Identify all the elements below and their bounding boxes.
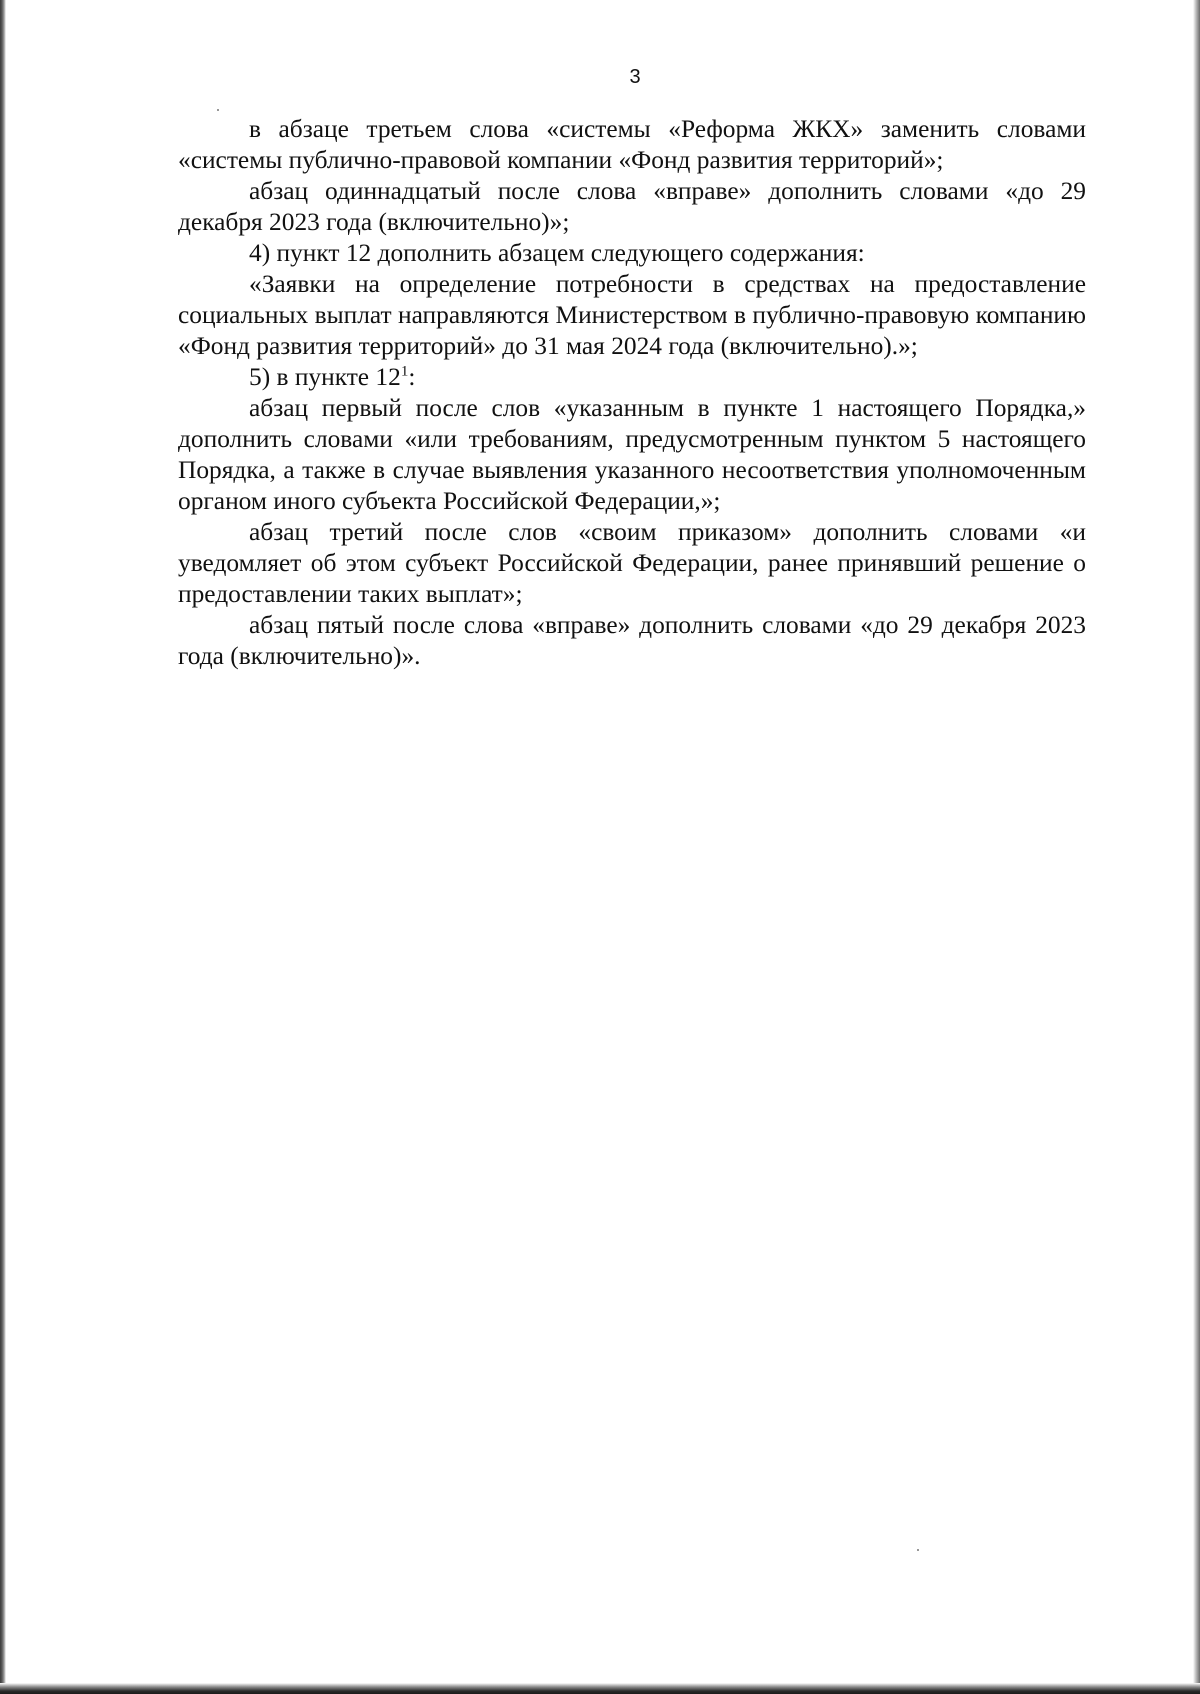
scan-bottom-edge xyxy=(0,1683,1200,1694)
paragraph-6: абзац первый после слов «указанным в пункте 1 настоящего Порядка,» дополнить словами «или требованиям, предусмотренным пунктом 5 настоящего Порядка, а также в случае выявления указанного несоответствия уполномоченным органом иного субъекта Российской Федерации,»; xyxy=(178,394,1086,515)
paragraph-8: абзац пятый после слова «вправе» дополнить словами «до 29 декабря 2023 года (включительно)». xyxy=(178,611,1086,670)
scan-speck xyxy=(917,1549,919,1551)
paragraph-3: 4) пункт 12 дополнить абзацем следующего содержания: xyxy=(249,239,865,267)
scan-left-edge xyxy=(0,0,6,1694)
page-number: 3 xyxy=(629,66,641,88)
paragraph-1: в абзаце третьем слова «системы «Реформа ЖКХ» заменить словами «системы публично-правовой компании «Фонд развития территорий»; xyxy=(178,115,1086,174)
scan-right-edge xyxy=(1193,0,1200,1694)
paragraph-5 xyxy=(178,362,1086,393)
scan-speck xyxy=(217,109,219,111)
document-body xyxy=(178,114,1086,672)
paragraph-2: абзац одиннадцатый после слова «вправе» дополнить словами «до 29 декабря 2023 года (включительно)»; xyxy=(178,177,1086,236)
paragraph-5-text: 5) в пункте 12 xyxy=(249,363,401,391)
paragraph-5-suffix: : xyxy=(408,363,416,391)
paragraph-4: «Заявки на определение потребности в средствах на предоставление социальных выплат направляются Министерством в публично-правовую компанию «Фонд развития территорий» до 31 мая 2024 года (включительно).»; xyxy=(178,270,1086,360)
paragraph-7: абзац третий после слов «своим приказом» дополнить словами «и уведомляет об этом субъект Российской Федерации, ранее принявший решение о предоставлении таких выплат»; xyxy=(178,518,1086,608)
paragraph-5-superscript: 1 xyxy=(400,363,409,380)
